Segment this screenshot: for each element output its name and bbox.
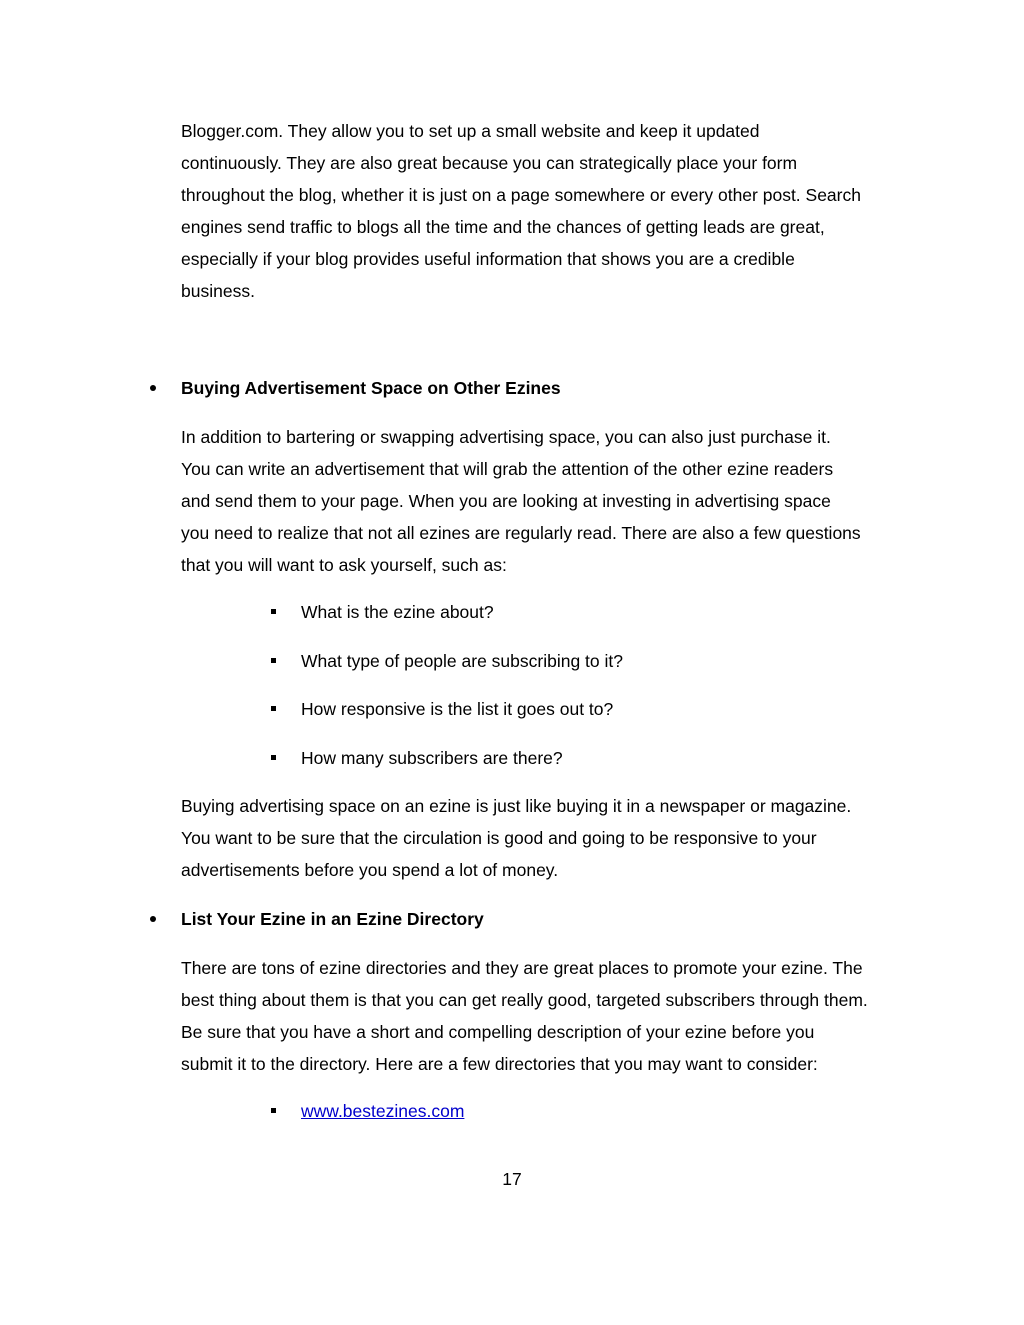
text-line: especially if your blog provides useful information that shows you are a credible (181, 249, 795, 269)
list-item: What is the ezine about? (301, 602, 494, 622)
square-bullet-icon (271, 1108, 276, 1113)
text-line: submit it to the directory. Here are a few directories that you may want to consider: (181, 1054, 818, 1074)
text-line: There are tons of ezine directories and they are great places to promote your ezine. The (181, 958, 863, 978)
text-line: engines send traffic to blogs all the time and the chances of getting leads are great, (181, 217, 825, 237)
directory-link[interactable]: www.bestezines.com (301, 1101, 465, 1121)
bullet-dot-icon (150, 385, 156, 391)
text-line: you need to realize that not all ezines are regularly read. There are also a few questions (181, 523, 861, 543)
text-line: throughout the blog, whether it is just on a page somewhere or every other post. Search (181, 185, 861, 205)
text-line: Buying advertising space on an ezine is just like buying it in a newspaper or magazine. (181, 796, 852, 816)
text-line: advertisements before you spend a lot of money. (181, 860, 559, 880)
list-item: How responsive is the list it goes out to? (301, 699, 614, 719)
text-line: and send them to your page. When you are looking at investing in advertising space (181, 491, 831, 511)
text-line: that you will want to ask yourself, such as: (181, 555, 507, 575)
text-line: best thing about them is that you can get really good, targeted subscribers through them. (181, 990, 868, 1010)
bullet-dot-icon (150, 916, 156, 922)
square-bullet-icon (271, 609, 276, 614)
square-bullet-icon (271, 658, 276, 663)
square-bullet-icon (271, 706, 276, 711)
text-line: You can write an advertisement that will grab the attention of the other ezine readers (181, 459, 834, 479)
text-line: You want to be sure that the circulation is good and going to be responsive to your (181, 828, 817, 848)
text-line: Be sure that you have a short and compelling description of your ezine before you (181, 1022, 815, 1042)
text-line: business. (181, 281, 255, 301)
section-heading: Buying Advertisement Space on Other Ezines (181, 378, 561, 398)
page-number: 17 (502, 1169, 522, 1189)
text-line: In addition to bartering or swapping advertising space, you can also just purchase it. (181, 427, 831, 447)
text-line: Blogger.com. They allow you to set up a small website and keep it updated (181, 121, 760, 141)
list-item: What type of people are subscribing to it? (301, 651, 623, 671)
text-line: continuously. They are also great because you can strategically place your form (181, 153, 798, 173)
section-heading: List Your Ezine in an Ezine Directory (181, 909, 484, 929)
list-item: How many subscribers are there? (301, 748, 563, 768)
square-bullet-icon (271, 755, 276, 760)
